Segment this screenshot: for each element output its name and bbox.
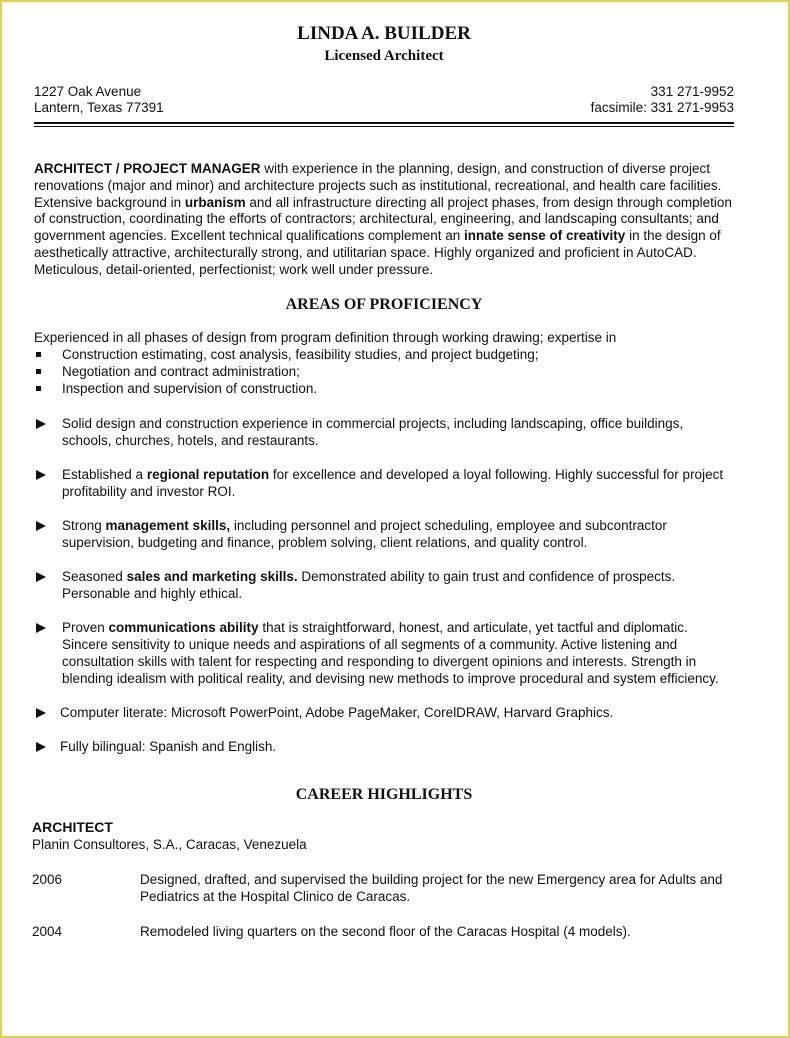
item-bold: sales and marketing skills.: [126, 568, 298, 584]
proficiency-heading: AREAS OF PROFICIENCY: [285, 295, 483, 313]
applicant-name: LINDA A. BUILDER: [297, 23, 471, 44]
summary-text-2: and all infrastructure directing all project phases, from design through completion of construction, coordinating the efforts of contractors; architectural, engineering, and landscaping consultants; and government agencies. Excellent technical qualifications complement an: [34, 194, 732, 244]
item-text: for excellence and developed a loyal following. Highly successful for project profitability and investor ROI.: [62, 466, 724, 499]
summary-paragraph: [34, 161, 734, 279]
item-text: Computer literate: Microsoft PowerPoint, Adobe PageMaker, CorelDRAW, Harvard Graphics.: [60, 704, 614, 720]
applicant-title: Licensed Architect: [324, 48, 444, 64]
item-text: that is straightforward, honest, and articulate, yet tactful and diplomatic. Sincere sensitivity to unique needs and aspirations of all segments of a community. Active listening and consultation skills with talent for respecting and responding to divergent opinions and interests. Strength in blending idealism with political reality, and devising new methods to improve procedural and system efficiency.: [62, 619, 719, 686]
address-line-2: Lantern, Texas 77391: [34, 100, 164, 115]
proficiency-item-communications: [34, 619, 734, 687]
address: [34, 84, 164, 116]
phone-number: 331 271-9952: [650, 84, 734, 99]
proficiency-item-sales: [34, 568, 734, 602]
phone-block: [591, 84, 734, 116]
list-item: Inspection and supervision of construction.: [34, 380, 734, 397]
summary-text-3: in the design of aesthetically attractive, architecturally strong, and utilitarian space. Highly organized and proficient in AutoCAD. Meticulous, detail-oriented, perfectionist; work well under pressure.: [34, 228, 721, 277]
item-bold: communications ability: [108, 619, 259, 635]
summary-bold-2: urbanism: [184, 194, 246, 210]
item-text: Established a: [62, 466, 147, 482]
arrow-bullet-icon: [36, 742, 46, 752]
arrow-bullet-icon: [36, 572, 46, 582]
arrow-bullet-icon: [36, 470, 46, 480]
list-item: Negotiation and contract administration;: [34, 363, 734, 380]
item-text: Fully bilingual: Spanish and English.: [60, 738, 277, 754]
fax-number: facsimile: 331 271-9953: [590, 100, 734, 115]
arrow-bullet-icon: [36, 419, 46, 429]
company-name: Planin Consultores, S.A., Caracas, Venezuela: [32, 836, 307, 852]
arrow-bullet-icon: [36, 708, 46, 718]
item-bold: regional reputation: [146, 466, 270, 482]
entry-description: Designed, drafted, and supervised the building project for the new Emergency area for Adults and Pediatrics at the Hospital Clinico de Caracas.: [140, 871, 723, 904]
address-line-1: 1227 Oak Avenue: [34, 84, 142, 99]
list-item: Construction estimating, cost analysis, feasibility studies, and project budgeting;: [34, 346, 734, 363]
summary-role: ARCHITECT / PROJECT MANAGER: [34, 161, 261, 176]
expertise-list: [34, 346, 734, 397]
header-rule-thick: [34, 122, 734, 124]
item-bold: management skills,: [105, 517, 231, 533]
contact-block: [34, 84, 734, 116]
proficiency-item-reputation: [34, 466, 734, 500]
summary-text-1: with experience in the planning, design, and construction of diverse project renovations (major and minor) and architecture projects such as institutional, recreational, and health care facilities. Extensive background in: [34, 161, 722, 210]
proficiency-intro: Experienced in all phases of design from program definition through working drawing; expertise in: [34, 329, 617, 345]
entry-year: 2006: [32, 871, 63, 887]
header-rule-thin: [34, 126, 734, 127]
career-entry: [32, 923, 734, 940]
item-text: Proven: [62, 619, 109, 635]
career-heading: CAREER HIGHLIGHTS: [295, 785, 473, 803]
item-text: Demonstrated ability to gain trust and confidence of prospects. Personable and highly ethical.: [62, 568, 676, 601]
entry-description: Remodeled living quarters on the second floor of the Caracas Hospital (4 models).: [140, 923, 631, 939]
item-text: Strong: [62, 517, 106, 533]
item-text: Seasoned: [62, 568, 127, 584]
item-text: including personnel and project scheduling, employee and subcontractor supervision, budgeting and finance, problem solving, client relations, and quality control.: [62, 517, 667, 550]
summary-bold-3: innate sense of creativity: [464, 228, 626, 244]
proficiency-item-commercial: [34, 415, 734, 449]
arrow-bullet-icon: [36, 623, 46, 633]
item-text: Solid design and construction experience in commercial projects, including landscaping, office buildings, schools, churches, hotels, and restaurants.: [62, 415, 684, 448]
job-title: ARCHITECT: [32, 818, 113, 835]
proficiency-item-bilingual: [34, 738, 734, 755]
arrow-bullet-icon: [36, 521, 46, 531]
proficiency-item-management: [34, 517, 734, 551]
proficiency-item-computer: [34, 704, 734, 721]
entry-year: 2004: [32, 923, 63, 939]
resume-page: [34, 22, 734, 940]
career-entry: [32, 871, 734, 905]
